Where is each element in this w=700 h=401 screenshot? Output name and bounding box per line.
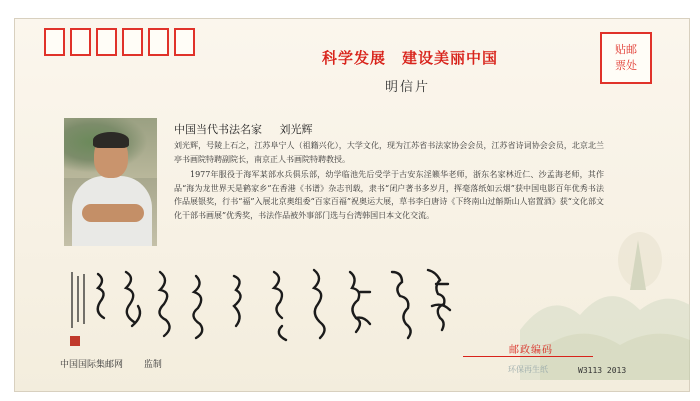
postcode-box[interactable] bbox=[96, 28, 117, 56]
bio-name: 刘光辉 bbox=[279, 123, 313, 136]
supervise-label: 监制 bbox=[143, 360, 162, 370]
recycle-note: 环保再生纸 bbox=[508, 365, 548, 374]
photo-arms bbox=[82, 204, 144, 222]
photo-hair bbox=[93, 132, 129, 148]
publisher-name: 中国国际集邮网 bbox=[60, 360, 124, 370]
calligraphy-artwork bbox=[60, 266, 500, 358]
zip-label: 邮政编码 bbox=[509, 345, 553, 356]
calligraphy-strokes bbox=[60, 266, 500, 358]
postcode-box[interactable] bbox=[122, 28, 143, 56]
postcode-box[interactable] bbox=[70, 28, 91, 56]
card-title: 明信片 bbox=[385, 80, 431, 95]
bio-role: 中国当代书法名家 bbox=[174, 123, 262, 136]
stamp-label-line: 票处 bbox=[615, 59, 637, 72]
postcode-box[interactable] bbox=[174, 28, 195, 56]
stamp-box bbox=[600, 32, 652, 84]
bio-heading bbox=[174, 121, 327, 137]
postcode-boxes bbox=[44, 28, 195, 56]
zip-underline bbox=[463, 356, 593, 357]
stamp-label-line: 贴邮 bbox=[615, 43, 637, 56]
bio-paragraph: 1977年服役于海军某部水兵俱乐部，幼学临池先后受学于古安东淫籁华老师，浙东名家林近仁、沙孟海老师，其作品“海为龙世界天是鹤家乡”在香港《书谱》杂志刊载，隶书“闭户著书多岁月，挥毫落纸如云烟”获中国电影百年优秀书法作品展银奖，行书“福”入展北京奥组委“百家百福”祝奥运大展，草书李白唐诗《下终南山过斛斯山人宿置酒》获“文化部文化干部书画展”优秀奖，书法作品被外事部门选与台湾韩国日本文化交流。 bbox=[174, 170, 604, 220]
slogan: 科学发展 建设美丽中国 bbox=[322, 49, 499, 67]
bio-paragraph: 刘光辉，号陵上石之，江苏阜宁人（祖籍兴化），大学文化，现为江苏省书法家协会会员，江苏省诗词协会会员，北京北兰亭书画院特聘副院长，南京正人书画院特聘教授。 bbox=[174, 141, 604, 164]
footer-publisher bbox=[60, 357, 180, 370]
serial-number: W3113 2013 bbox=[578, 366, 627, 375]
postcode-box[interactable] bbox=[148, 28, 169, 56]
postcode-box[interactable] bbox=[44, 28, 65, 56]
artist-photo bbox=[64, 118, 157, 246]
